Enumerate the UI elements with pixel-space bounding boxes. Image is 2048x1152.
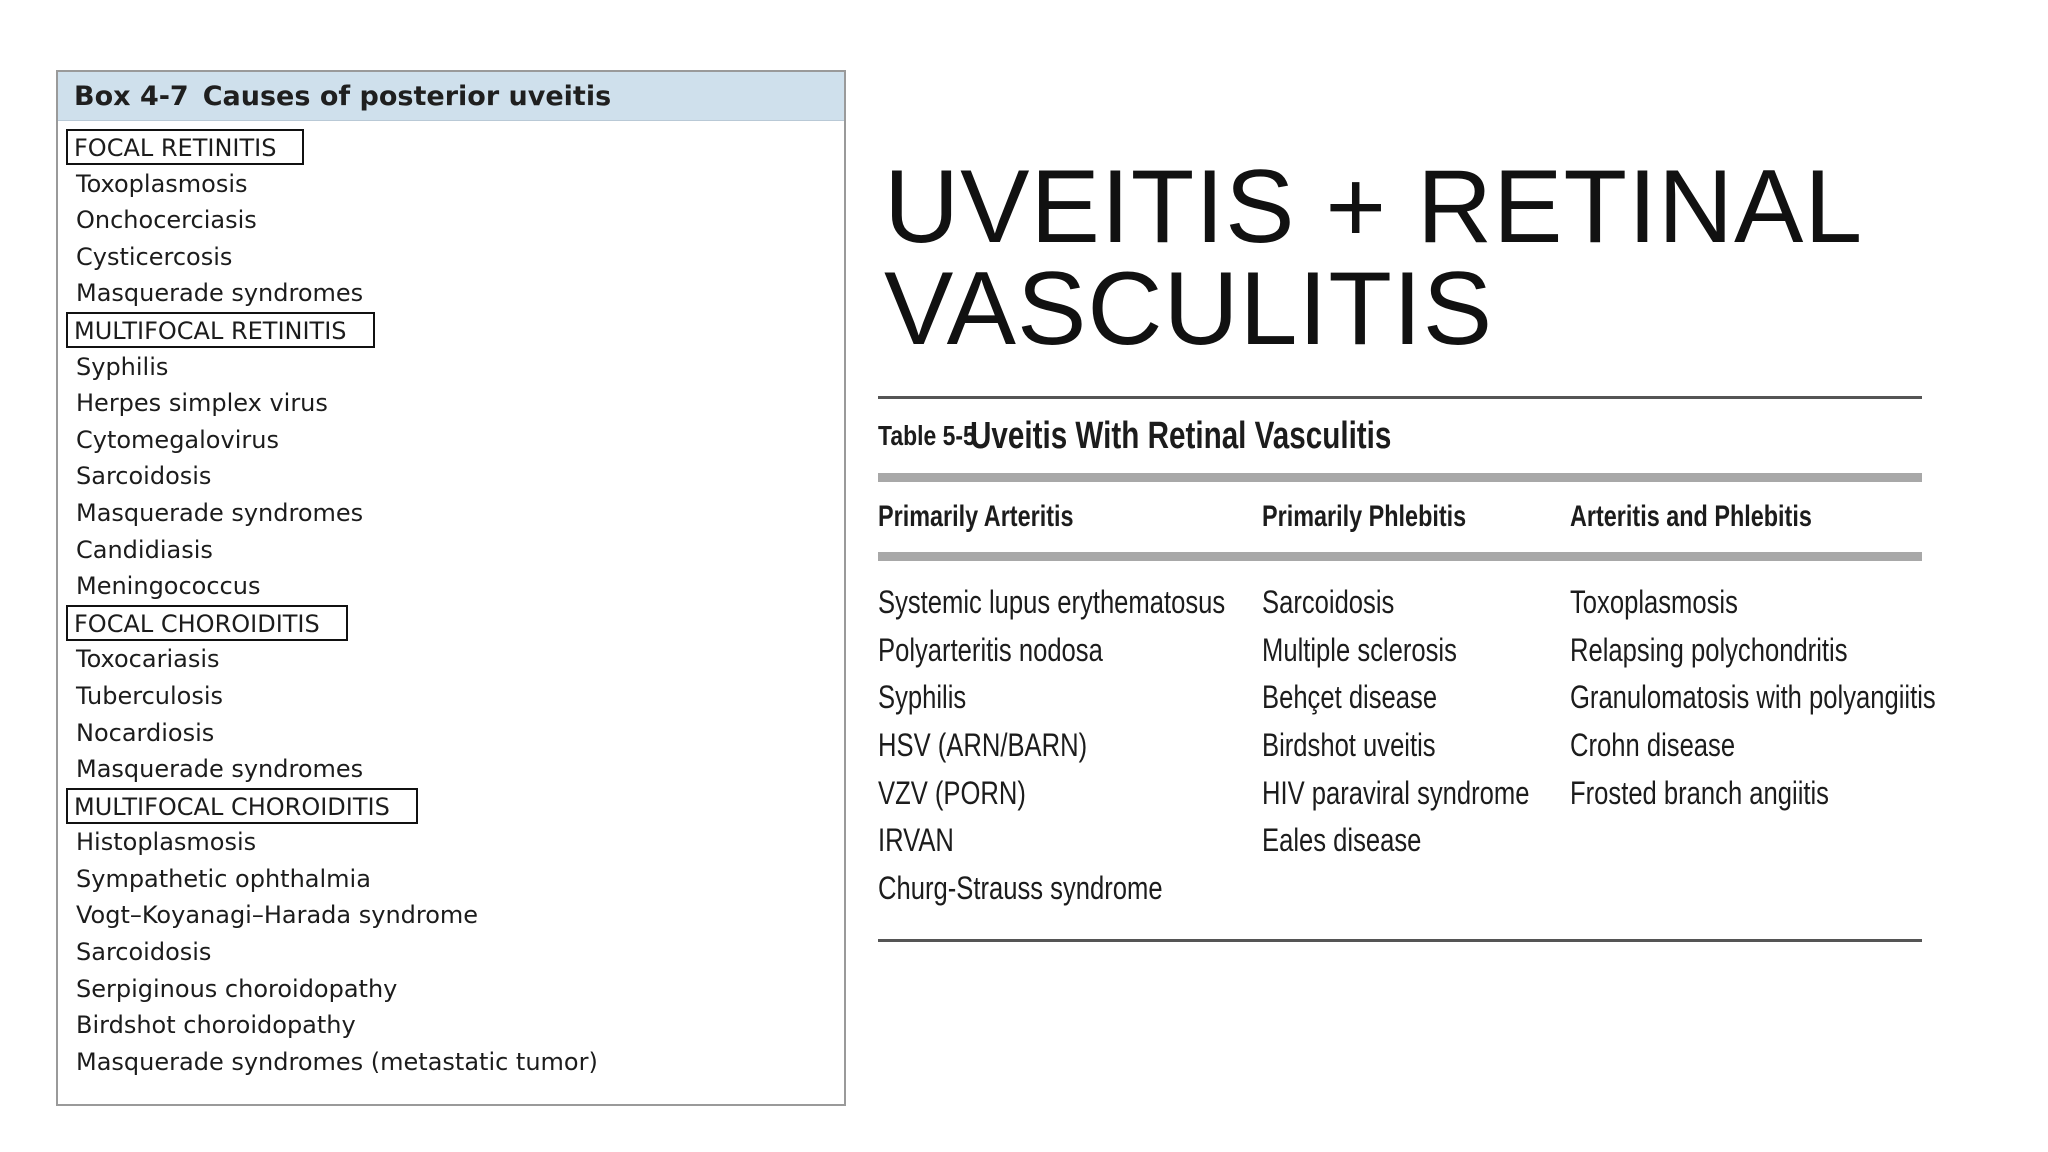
list-item: Toxocariasis xyxy=(76,645,220,674)
table-cell: Churg-Strauss syndrome xyxy=(878,870,1163,907)
list-item: Masquerade syndromes xyxy=(76,498,364,527)
section-heading-multifocal-choroiditis: MULTIFOCAL CHOROIDITIS xyxy=(66,788,418,824)
box-header xyxy=(58,72,844,121)
table-cell: Frosted branch angiitis xyxy=(1570,774,1829,811)
retinal-vasculitis-table xyxy=(878,396,1936,942)
list-item: Sympathetic ophthalmia xyxy=(76,864,371,893)
table-cell: Toxoplasmosis xyxy=(1570,584,1738,620)
table-cell: Granulomatosis with polyangiitis xyxy=(1570,679,1936,716)
list-item: Meningococcus xyxy=(76,572,261,601)
table-cell: Behçet disease xyxy=(1262,679,1438,716)
section-heading-focal-retinitis: FOCAL RETINITIS xyxy=(66,129,304,165)
list-item: Sarcoidosis xyxy=(76,462,212,491)
list-item: Masquerade syndromes (metastatic tumor) xyxy=(76,1047,598,1076)
posterior-uveitis-box xyxy=(56,70,846,1106)
table-header-rule xyxy=(878,473,1922,482)
table-column-headers xyxy=(878,482,1922,552)
column-arteritis xyxy=(878,579,1312,913)
list-item: Cytomegalovirus xyxy=(76,425,279,454)
list-item: Toxoplasmosis xyxy=(76,169,248,198)
list-item: Serpiginous choroidopathy xyxy=(76,974,398,1003)
list-item: Masquerade syndromes xyxy=(76,755,364,784)
column-header-both: Arteritis and Phlebitis xyxy=(1570,500,1812,533)
table-cell: Birdshot uveitis xyxy=(1262,727,1436,764)
column-header-phlebitis: Primarily Phlebitis xyxy=(1262,500,1467,533)
box-number: Box 4-7 xyxy=(74,80,189,112)
table-cell: Multiple sclerosis xyxy=(1262,631,1457,668)
table-label: Table 5-5 xyxy=(878,420,976,451)
table-cell: Eales disease xyxy=(1262,822,1422,859)
slide-title-line-1: UVEITIS + RETINAL xyxy=(884,149,1864,265)
section-heading-focal-choroiditis: FOCAL CHOROIDITIS xyxy=(66,605,348,641)
table-cell: Crohn disease xyxy=(1570,727,1736,764)
table-cell: Syphilis xyxy=(878,679,967,716)
section-heading-multifocal-retinitis: MULTIFOCAL RETINITIS xyxy=(66,312,375,348)
table-cell: HSV (ARN/BARN) xyxy=(878,727,1088,764)
list-item: Histoplasmosis xyxy=(76,828,257,857)
table-body-rule xyxy=(878,552,1922,561)
table-cell: Systemic lupus erythematosus xyxy=(878,584,1226,620)
box-body xyxy=(58,121,844,1080)
list-item: Nocardiosis xyxy=(76,718,215,747)
box-title: Causes of posterior uveitis xyxy=(202,80,612,112)
list-item: Cysticercosis xyxy=(76,242,233,271)
table-caption: Uveitis With Retinal Vasculitis xyxy=(970,414,1392,457)
slide-title xyxy=(884,149,1984,367)
table-cell: HIV paraviral syndrome xyxy=(1262,774,1530,811)
table-cell: VZV (PORN) xyxy=(878,774,1026,811)
list-item: Sarcoidosis xyxy=(76,938,212,967)
table-cell: Sarcoidosis xyxy=(1262,584,1395,620)
column-both xyxy=(1570,579,2027,817)
list-item: Syphilis xyxy=(76,352,169,381)
list-item: Onchocerciasis xyxy=(76,206,257,235)
table-cell: IRVAN xyxy=(878,822,954,859)
table-title xyxy=(878,399,1922,473)
list-item: Candidiasis xyxy=(76,535,213,564)
table-cell: Polyarteritis nodosa xyxy=(878,631,1103,668)
slide-title-line-2: VASCULITIS xyxy=(884,251,1494,367)
table-bottom-rule xyxy=(878,939,1922,942)
list-item: Tuberculosis xyxy=(76,681,223,710)
table-body xyxy=(878,561,1936,939)
table-cell: Relapsing polychondritis xyxy=(1570,631,1848,668)
list-item: Birdshot choroidopathy xyxy=(76,1011,356,1040)
list-item: Masquerade syndromes xyxy=(76,279,364,308)
list-item: Herpes simplex virus xyxy=(76,389,328,418)
column-header-arteritis: Primarily Arteritis xyxy=(878,500,1074,533)
column-phlebitis xyxy=(1262,579,1596,865)
list-item: Vogt–Koyanagi–Harada syndrome xyxy=(76,901,479,930)
